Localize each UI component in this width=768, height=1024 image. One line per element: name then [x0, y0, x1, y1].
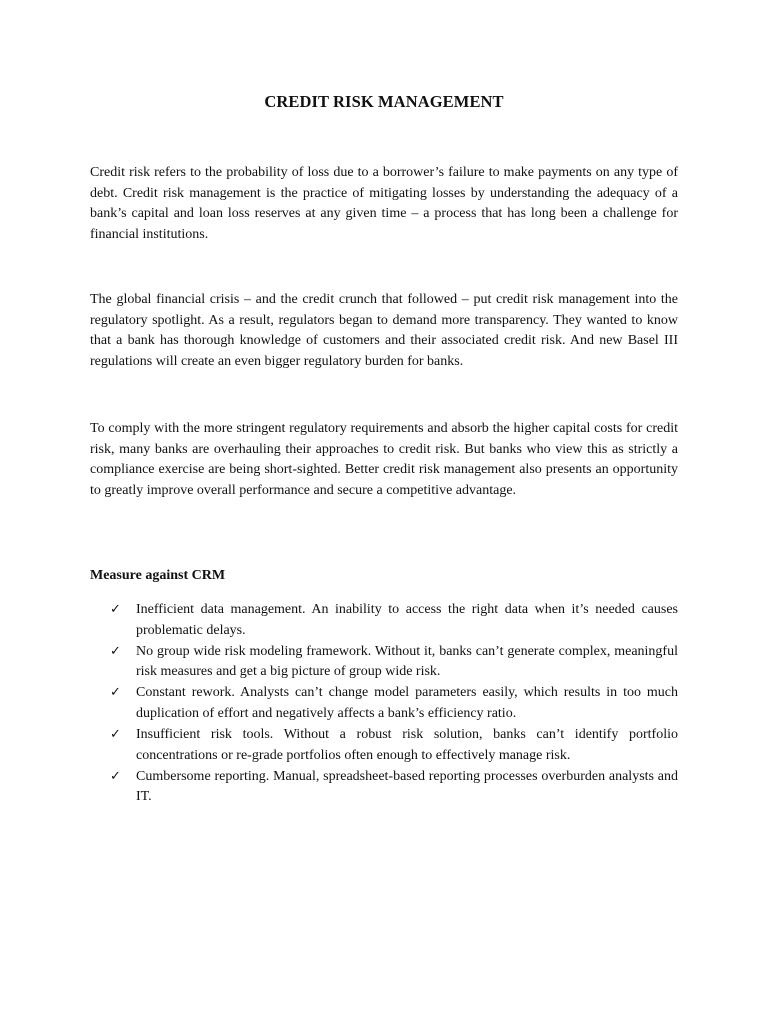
- checkmark-icon: ✓: [110, 643, 121, 659]
- checklist-item: [90, 683, 678, 724]
- checklist-item-text: Insufficient risk tools. Without a robust risk solution, banks can’t identify portfolio concentrations or re-grade portfolios often enough to effectively manage risk.: [136, 727, 678, 763]
- section-heading-measures: Measure against CRM: [90, 568, 226, 583]
- checklist-item: [90, 600, 678, 641]
- document-title: CREDIT RISK MANAGEMENT: [264, 92, 504, 111]
- checkmark-icon: ✓: [110, 685, 121, 701]
- checklist-item: [90, 767, 678, 808]
- measures-checklist: [90, 600, 678, 808]
- checklist-item-text: Inefficient data management. An inability to access the right data when it’s needed causes problematic delays.: [136, 602, 678, 638]
- checkmark-icon: ✓: [110, 727, 121, 743]
- checklist-item: [90, 642, 678, 683]
- checklist-item-text: Constant rework. Analysts can’t change model parameters easily, which results in too much duplication of effort and negatively affects a bank’s efficiency ratio.: [136, 685, 678, 721]
- checklist-item: [90, 725, 678, 766]
- paragraph-definition: Credit risk refers to the probability of loss due to a borrower’s failure to make payments on any type of debt. Credit risk management is the practice of mitigating losses by understanding the adequacy of a bank’s capital and loan loss reserves at any given time – a process that has long been a challenge for financial institutions.: [90, 165, 678, 242]
- checkmark-icon: ✓: [110, 602, 121, 617]
- checklist-item-text: No group wide risk modeling framework. Without it, banks can’t generate complex, meaningful risk measures and get a big picture of group wide risk.: [136, 643, 678, 680]
- checkmark-icon: ✓: [110, 768, 121, 784]
- paragraph-compliance: To comply with the more stringent regulatory requirements and absorb the higher capital costs for credit risk, many banks are overhauling their approaches to credit risk. But banks who view this as strictly a compliance exercise are being short-sighted. Better credit risk management also presents an opportunity to greatly improve overall performance and secure a competitive advantage.: [90, 421, 678, 498]
- paragraph-financial-crisis: The global financial crisis – and the credit crunch that followed – put credit risk management into the regulatory spotlight. As a result, regulators began to demand more transparency. They wanted to know that a bank has thorough knowledge of customers and their associated credit risk. And new Basel III regulations will create an even bigger regulatory burden for banks.: [90, 292, 678, 369]
- checklist-item-text: Cumbersome reporting. Manual, spreadsheet-based reporting processes overburden analysts and IT.: [136, 768, 678, 805]
